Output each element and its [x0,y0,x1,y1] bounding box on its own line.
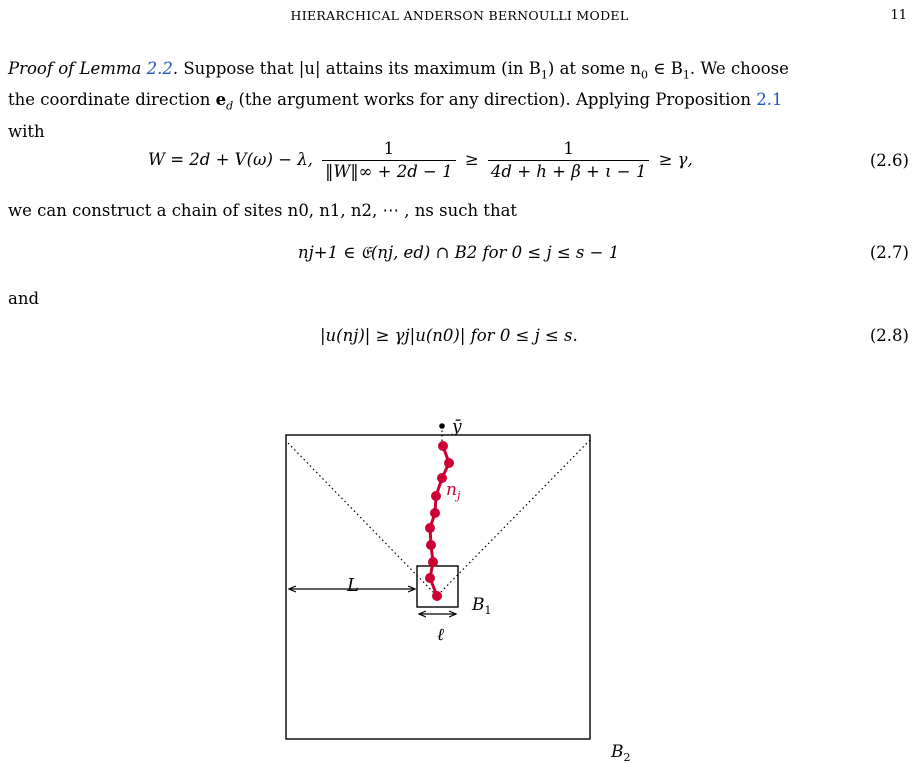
eq26-frac2-denominator: 4d + h + β + ι − 1 [490,162,647,181]
nj-label-letter: n [446,480,457,500]
eq26-geq: ≥ [464,150,479,169]
proof-text-1a: Suppose that |u| attains its maximum (in B [178,59,541,78]
eq26-frac2-numerator: 1 [488,138,649,161]
ell-label: ℓ [437,625,445,645]
chain-site-2 [428,557,438,567]
proof-text-1d: . We choose [689,59,789,78]
proof-text-2a: the coordinate direction [8,90,216,110]
equation-2-7-body: nj+1 ∈ 𝔈(nj, ed) ∩ B2 for 0 ≤ j ≤ s − 1 [298,243,620,262]
b2-label [610,742,631,764]
equation-number-2-6: (2.6) [869,151,909,170]
lemma-reference-link[interactable]: 2.2 [146,59,173,78]
eq26-lhs: W = 2d + V(ω) − λ, [148,150,313,169]
chain-text-line: we can construct a chain of sites n0, n1, n2, ⋯ , ns such that [8,201,518,220]
proposition-reference-link[interactable]: 2.1 [756,90,783,110]
proof-e-sub: d [226,99,234,113]
b1-label [471,595,492,617]
proof-heading-end: . [172,59,179,78]
proof-sub-1: 1 [540,68,548,82]
and-text: and [8,289,40,308]
proof-heading: Proof of Lemma [8,59,147,78]
proof-e-vector: e [215,90,227,110]
eq26-frac1-denominator: ‖W‖∞ + 2d − 1 [325,162,453,181]
chain-site-8 [444,458,454,468]
chain-site-4 [425,523,435,533]
eq26-rhs: ≥ γ, [658,150,693,169]
ybar-point [439,423,445,429]
running-title: HIERARCHICAL ANDERSON BERNOULLI MODEL [290,8,629,23]
cone-line-right [437,440,590,596]
chain-site-9 [438,441,448,451]
proof-sub-3: 1 [682,68,690,82]
cone-line-left [288,443,437,596]
b2-label-letter: B [611,742,624,762]
ybar-label: ȳ [452,417,462,437]
proof-text-2b: (the argument works for any direction). Applying Proposition [233,90,757,110]
chain-site-5 [430,508,440,518]
proof-line-3: with [8,121,45,141]
chain-site-3 [426,540,436,550]
chain-site-6 [431,491,441,501]
equation-number-2-8: (2.8) [869,326,909,345]
proof-text-1b: ) at some n [547,59,641,78]
nj-label-sub: j [456,489,461,502]
b1-label-letter: B [472,595,485,615]
chain-site-0 [432,591,442,601]
eq26-frac1-numerator: 1 [322,138,455,161]
site-chain [425,441,454,601]
l-label: L [347,575,359,596]
nj-label [446,480,461,502]
proof-sub-2: 0 [640,68,648,82]
chain-site-1 [425,573,435,583]
proof-text-1c: ∈ B [647,59,683,78]
chain-site-7 [437,473,447,483]
equation-2-8-body: |u(nj)| ≥ γj|u(n0)| for 0 ≤ j ≤ s. [320,326,578,345]
equation-number-2-7: (2.7) [869,243,909,262]
b2-label-sub: 2 [623,751,631,764]
chain-path [430,446,449,596]
b1-label-sub: 1 [484,604,492,617]
page-number: 11 [890,8,907,23]
